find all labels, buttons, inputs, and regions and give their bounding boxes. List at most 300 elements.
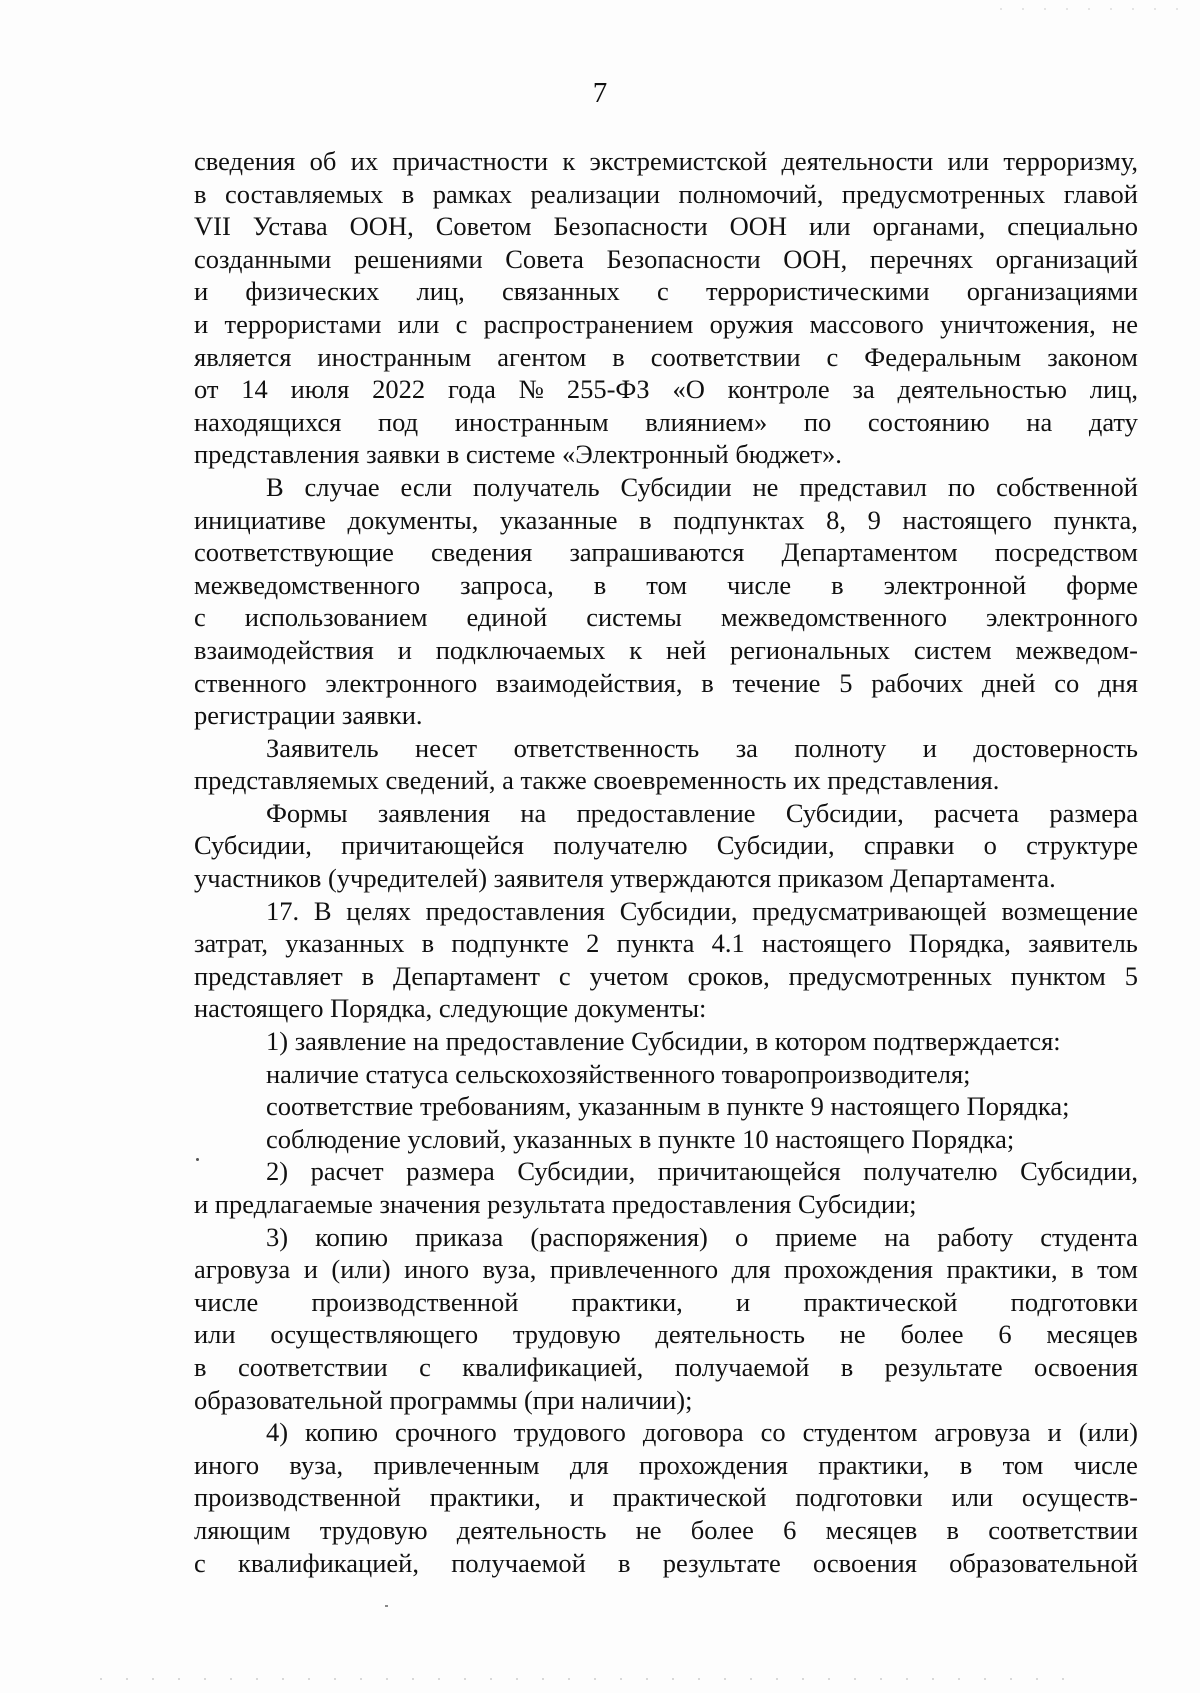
word: запроса,	[460, 569, 554, 600]
word: взаимодействия,	[496, 667, 683, 698]
word: 2	[586, 928, 600, 959]
word: в	[401, 178, 415, 209]
word: Заявитель	[266, 732, 379, 763]
word: оружия	[709, 308, 794, 339]
word: о	[983, 830, 997, 861]
word: размера	[406, 1156, 495, 1187]
word: 255-ФЗ	[566, 374, 650, 405]
scan-speck	[196, 1158, 199, 1161]
word: июля	[290, 374, 350, 405]
word: прохождения	[784, 1254, 933, 1285]
word: с	[455, 308, 468, 339]
word: настоящего	[902, 504, 1032, 535]
word: результате	[884, 1351, 1003, 1382]
word: трудового	[513, 1417, 626, 1448]
word: влиянием»	[645, 406, 768, 437]
word: решениями	[353, 243, 483, 274]
text-line	[194, 634, 1138, 667]
word: их	[350, 146, 379, 176]
text-line	[194, 1253, 1138, 1286]
word: осуществ-	[1021, 1482, 1138, 1513]
word: практики,	[429, 1482, 541, 1513]
word: и	[1047, 1417, 1062, 1448]
word: находящихся	[194, 406, 342, 437]
word: деятельностью	[897, 374, 1067, 405]
word: практики,	[571, 1286, 683, 1317]
word: №	[518, 374, 545, 405]
word: единой	[466, 602, 548, 633]
word: достоверность	[973, 732, 1138, 763]
word: и	[397, 634, 412, 665]
word: с	[656, 276, 669, 307]
text-line	[194, 504, 1138, 537]
text-line: настоящего Порядка, следующие документы:	[194, 993, 707, 1024]
word: Федеральным	[864, 341, 1022, 372]
word: уничтожения,	[940, 308, 1096, 339]
word: 4)	[266, 1417, 289, 1448]
word: получаемой	[451, 1547, 586, 1578]
word: с	[826, 341, 839, 372]
word: месяцев	[825, 1514, 918, 1545]
word: лиц,	[1089, 374, 1138, 405]
word: по	[947, 471, 976, 502]
word: предусмотренных	[788, 960, 992, 991]
scan-artifact-bottom	[100, 1678, 1080, 1680]
word: размера	[1049, 797, 1138, 828]
word: студентом	[802, 1417, 918, 1448]
text-line	[194, 667, 1138, 700]
word: освоения	[1034, 1351, 1138, 1382]
word: или	[951, 1482, 994, 1513]
word: деятельности	[781, 146, 934, 176]
word: в	[831, 569, 844, 600]
word: подготовки	[1010, 1286, 1138, 1317]
text-line	[194, 243, 1138, 276]
word: срочного	[394, 1417, 497, 1448]
word: или	[194, 1319, 236, 1350]
word: Департамент	[393, 960, 540, 991]
word: сведения	[431, 537, 533, 568]
word: органами,	[872, 211, 986, 242]
word: в	[946, 1514, 959, 1545]
word: 6	[998, 1319, 1012, 1350]
text-line	[194, 406, 1138, 439]
word: представил	[799, 471, 927, 502]
word: в	[421, 928, 435, 959]
word: более	[690, 1514, 754, 1545]
word: посредством	[994, 537, 1138, 568]
word: иного	[194, 1449, 260, 1480]
word: ней	[666, 634, 707, 665]
text-line: участников (учредителей) заявителя утверждаются приказом Департамента.	[194, 863, 1056, 894]
word: Субсидии,	[619, 895, 738, 926]
word: ООН	[729, 211, 788, 242]
word: законом	[1047, 341, 1138, 372]
word: террористическими	[705, 276, 930, 307]
text-line	[194, 927, 1138, 960]
word: производственной	[194, 1482, 401, 1513]
word: агентом	[497, 341, 587, 372]
text-line	[194, 895, 1138, 928]
word: соответствующие	[194, 537, 394, 568]
word: соответствии	[237, 1351, 388, 1382]
word: причитающейся	[657, 1156, 841, 1187]
word: Субсидии,	[785, 797, 904, 828]
word: собственной	[996, 471, 1138, 502]
word: привлеченного	[549, 1254, 719, 1285]
word: по	[803, 406, 832, 437]
word: указанных	[285, 928, 405, 959]
text-line	[194, 145, 1138, 178]
word: приеме	[775, 1221, 858, 1252]
word: 14	[241, 374, 268, 405]
word: получаемой	[674, 1351, 810, 1382]
text-line: 1) заявление на предоставление Субсидии, в котором подтверждается:	[266, 1026, 1061, 1057]
word: настоящего	[762, 928, 892, 959]
word: затрат,	[194, 928, 268, 959]
word: дня	[1098, 667, 1138, 698]
word: в	[612, 341, 625, 372]
word: и	[194, 308, 209, 339]
word: рабочих	[871, 667, 964, 698]
word: организациями	[966, 276, 1138, 307]
word: и	[194, 276, 209, 307]
word: с	[194, 602, 206, 633]
word: в	[840, 1351, 854, 1382]
word: пункта	[616, 928, 695, 959]
word: случае	[304, 471, 380, 502]
word: Департаментом	[781, 537, 958, 568]
word: копию	[305, 1417, 378, 1448]
word: документы,	[347, 504, 479, 535]
word: дату	[1088, 406, 1138, 437]
text-line	[194, 1449, 1138, 1482]
text-line	[194, 471, 1138, 504]
word: причастности	[392, 146, 549, 176]
word: месяцев	[1046, 1319, 1138, 1350]
word: полноту	[794, 732, 887, 763]
word: или	[947, 146, 990, 176]
word: в	[1071, 1254, 1084, 1285]
text-line: регистрации заявки.	[194, 700, 423, 731]
word: в	[639, 504, 652, 535]
text-line	[194, 732, 1138, 765]
word: прохождения	[639, 1449, 788, 1480]
word: Безопасности	[606, 243, 761, 274]
word: производственной	[311, 1286, 519, 1317]
word: на	[884, 1221, 911, 1252]
word: подпунктах	[673, 504, 805, 535]
word: копию	[315, 1221, 389, 1252]
word: за	[852, 374, 875, 405]
page-number: 7	[592, 77, 608, 109]
word: массового	[809, 308, 924, 339]
text-line	[194, 1416, 1138, 1449]
text-line: и предлагаемые значения результата предоставления Субсидии;	[194, 1189, 917, 1219]
word: учетом	[589, 960, 669, 991]
word: в	[194, 178, 207, 209]
word: работу	[937, 1221, 1014, 1252]
word: не	[752, 471, 779, 502]
word: заявитель	[1028, 928, 1138, 959]
word: получателю	[863, 1156, 998, 1187]
word: для	[731, 1254, 771, 1285]
word: за	[735, 732, 758, 763]
word: справки	[863, 830, 955, 861]
text-line	[194, 1481, 1138, 1514]
text-line	[194, 797, 1138, 830]
word: практики,	[946, 1254, 1058, 1285]
word: со	[760, 1417, 786, 1448]
document-body	[194, 145, 1138, 1579]
word: Безопасности	[553, 211, 708, 242]
word: сведения	[194, 146, 296, 176]
word: со	[1054, 667, 1080, 698]
word: расчета	[934, 797, 1020, 828]
word: созданными	[194, 243, 332, 274]
word: предоставление	[576, 797, 756, 828]
word: на	[1026, 406, 1053, 437]
word: главой	[1063, 178, 1138, 209]
word: в	[618, 1547, 631, 1578]
text-line	[194, 1318, 1138, 1351]
word: подготовки	[795, 1482, 923, 1513]
word: агровуза	[934, 1417, 1031, 1448]
word: для	[569, 1449, 609, 1480]
word: Советом	[435, 211, 532, 242]
word: иного	[404, 1254, 470, 1285]
word: 9	[867, 504, 881, 535]
word: числе	[1073, 1449, 1138, 1480]
word: дней	[981, 667, 1036, 698]
word: использованием	[244, 602, 428, 633]
word: вуза,	[482, 1254, 537, 1285]
word: квалификацией,	[462, 1351, 644, 1382]
word: не	[635, 1514, 662, 1545]
word: и	[569, 1482, 584, 1513]
word: том	[646, 569, 687, 600]
word: рамках	[432, 178, 513, 209]
word: практики,	[818, 1449, 930, 1480]
word: контроле	[727, 374, 830, 405]
word: 2)	[266, 1156, 289, 1187]
word: 5	[1124, 960, 1138, 991]
text-line: соблюдение условий, указанных в пункте 10 настоящего Порядка;	[266, 1123, 1015, 1154]
word: соответствии	[988, 1514, 1138, 1545]
text-line	[194, 275, 1138, 308]
word: межведомственного	[720, 602, 948, 633]
word: иностранным	[317, 341, 472, 372]
word: числе	[194, 1286, 259, 1317]
word: не	[1112, 308, 1138, 339]
word: электронного	[325, 667, 478, 698]
word: 4.1	[711, 928, 745, 959]
word: практической	[612, 1482, 767, 1513]
word: пунктом	[1010, 960, 1106, 991]
word: о	[734, 1221, 749, 1252]
word: ственного	[194, 667, 307, 698]
word: В	[266, 471, 284, 502]
word: запрашиваются	[569, 537, 745, 568]
word: Субсидии,	[716, 830, 835, 861]
word: VII	[194, 211, 231, 242]
text-line	[194, 569, 1138, 602]
word: расчет	[310, 1156, 384, 1187]
word: образовательной	[949, 1547, 1138, 1578]
word: договора	[642, 1417, 744, 1448]
word: ООН,	[349, 211, 414, 242]
word: (или)	[1078, 1417, 1138, 1448]
text-line: представляемых сведений, а также своевременность их представления.	[194, 765, 1000, 796]
word: перечнях	[869, 243, 974, 274]
word: В	[313, 895, 332, 926]
word: причитающейся	[341, 830, 524, 861]
text-line: представления заявки в системе «Электронный бюджет».	[194, 439, 842, 470]
word: предоставления	[425, 895, 605, 926]
scan-speck	[385, 1605, 388, 1607]
word: том	[1097, 1254, 1138, 1285]
word: связанных	[501, 276, 620, 307]
word: трудовую	[319, 1514, 428, 1545]
word: полномочий,	[678, 178, 824, 209]
word: и	[303, 1254, 318, 1285]
word: с	[558, 960, 571, 991]
word: течение	[732, 667, 821, 698]
word: Совета	[505, 243, 584, 274]
word: в	[701, 667, 714, 698]
word: Субсидии	[620, 471, 732, 502]
text-line	[194, 1351, 1138, 1384]
word: подключаемых	[435, 634, 606, 665]
word: систем	[913, 634, 992, 665]
word: или	[397, 308, 440, 339]
word: целях	[346, 895, 411, 926]
word: агровуза	[194, 1254, 291, 1285]
word: не	[839, 1319, 866, 1350]
word: «О	[672, 374, 705, 405]
word: Формы	[266, 797, 348, 828]
word: организаций	[995, 243, 1138, 274]
text-line	[194, 829, 1138, 862]
word: вуза,	[289, 1449, 344, 1480]
word: взаимодействия	[194, 634, 374, 665]
word: иностранным	[454, 406, 609, 437]
word: и	[922, 732, 937, 763]
word: с	[194, 1547, 206, 1578]
word: Устава	[252, 211, 328, 242]
word: распространением	[483, 308, 694, 339]
word: сроков,	[687, 960, 770, 991]
word: экстремистской	[589, 146, 768, 176]
word: 2022	[372, 374, 426, 405]
word: представляет	[194, 960, 343, 991]
word: (распоряжения)	[530, 1221, 708, 1252]
word: террористами	[224, 308, 382, 339]
word: системы	[586, 602, 682, 633]
word: составляемых	[225, 178, 384, 209]
word: если	[400, 471, 453, 502]
word: Порядка,	[908, 928, 1011, 959]
word: несет	[415, 732, 478, 763]
text-line	[194, 1221, 1138, 1254]
word: является	[194, 341, 292, 372]
word: к	[562, 146, 576, 176]
word: числе	[726, 569, 792, 600]
word: 17.	[266, 895, 300, 926]
scan-artifact-top	[1000, 8, 1190, 10]
word: том	[1002, 1449, 1044, 1480]
word: к	[629, 634, 643, 665]
word: ляющим	[194, 1514, 291, 1545]
word: получателю	[553, 830, 688, 861]
word: с	[419, 1351, 431, 1382]
word: от	[194, 374, 219, 405]
text-line: образовательной программы (при наличии);	[194, 1384, 693, 1415]
word: практической	[803, 1286, 958, 1317]
word: лиц,	[416, 276, 465, 307]
word: Субсидии,	[1020, 1156, 1138, 1187]
word: деятельность	[655, 1319, 805, 1350]
word: более	[900, 1319, 964, 1350]
word: об	[309, 146, 337, 176]
word: подпункте	[451, 928, 569, 959]
text-line: наличие статуса сельскохозяйственного товаропроизводителя;	[266, 1058, 971, 1089]
word: трудовую	[512, 1319, 621, 1350]
word: и	[736, 1286, 751, 1317]
text-line	[194, 960, 1138, 993]
word: электронного	[986, 602, 1138, 633]
word: заявления	[377, 797, 491, 828]
word: получатель	[472, 471, 600, 502]
text-line	[194, 601, 1138, 634]
word: результате	[662, 1547, 781, 1578]
word: электронной	[883, 569, 1027, 600]
word: соответствии	[650, 341, 801, 372]
word: межведомственного	[194, 569, 421, 600]
word: возмещение	[1001, 895, 1138, 926]
word: состоянию	[867, 406, 990, 437]
word: 6	[783, 1514, 797, 1545]
word: на	[520, 797, 547, 828]
word: (или)	[331, 1254, 391, 1285]
text-line	[194, 1547, 1138, 1580]
word: структуре	[1026, 830, 1138, 861]
text-line	[194, 210, 1138, 243]
word: 3)	[266, 1221, 289, 1252]
word: привлеченным	[373, 1449, 540, 1480]
text-line	[194, 178, 1138, 211]
word: ООН,	[783, 243, 848, 274]
text-line	[194, 1286, 1138, 1319]
word: Субсидии,	[517, 1156, 636, 1187]
word: в	[361, 960, 375, 991]
word: в	[194, 1351, 207, 1382]
word: предусмотренных	[841, 178, 1046, 209]
word: 5	[839, 667, 853, 698]
text-line	[194, 536, 1138, 569]
word: пункта,	[1053, 504, 1138, 535]
word: предусматривающей	[752, 895, 987, 926]
text-line	[194, 1155, 1138, 1188]
word: в	[593, 569, 607, 600]
word: специально	[1007, 211, 1138, 242]
word: межведом-	[1015, 634, 1138, 665]
text-line	[194, 1514, 1138, 1547]
word: под	[378, 406, 419, 437]
text-line	[194, 373, 1138, 406]
word: форме	[1066, 569, 1138, 600]
word: реализации	[530, 178, 661, 209]
